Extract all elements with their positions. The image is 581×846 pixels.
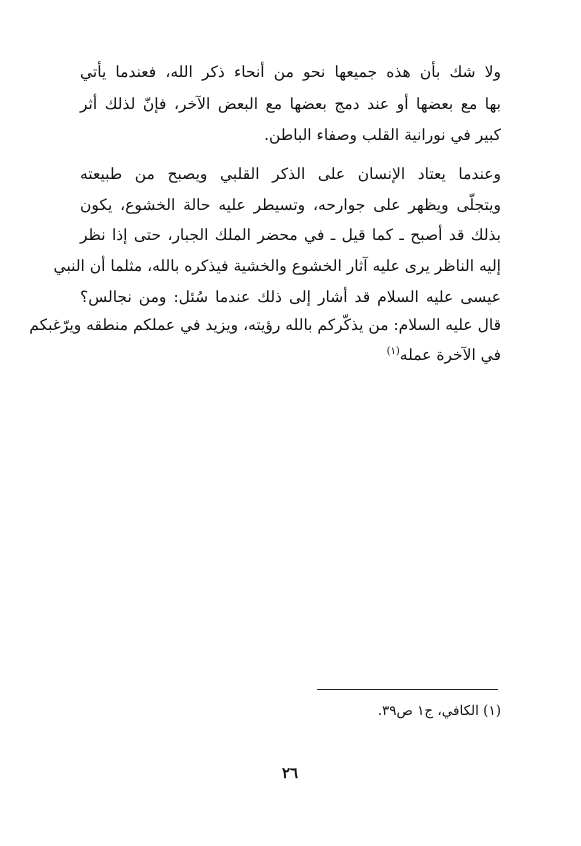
paragraph-2-line-3: بذلك قد أصبح ـ كما قيل ـ في محضر الملك الجبار، حتى إذا نظر: [80, 226, 501, 244]
paragraph-2-line-6: قال عليه السلام: من يذكّركم بالله رؤيته، ويزيد في عملكم منطقه ويرّغبكم: [29, 316, 501, 334]
footnote-separator: [317, 689, 498, 690]
paragraph-2-line-1: وعندما يعتاد الإنسان على الذكر القلبي ويصبح من طبيعته: [80, 165, 501, 183]
paragraph-1-line-3: كبير في نورانية القلب وصفاء الباطن.: [264, 126, 501, 144]
paragraph-2-line-7-text: في الآخرة عمله: [399, 346, 501, 364]
footnote-reference: (١): [386, 346, 400, 357]
paragraph-2-line-2: ويتجلّى ويظهر على جوارحه، وتسيطر عليه حالة الخشوع، يكون: [80, 196, 501, 214]
paragraph-2-line-7: [80, 342, 501, 365]
paragraph-2-line-5: عيسى عليه السلام قد أشار إلى ذلك عندما سُئل: ومن نجالس؟: [80, 288, 501, 306]
page-number: ٢٦: [281, 764, 299, 782]
paragraph-2-line-4: إليه الناظر يرى عليه آثار الخشوع والخشية فيذكره بالله، مثلما أن النبي: [53, 257, 501, 275]
paragraph-1-line-1: ولا شك بأن هذه جميعها نحو من أنحاء ذكر الله، فعندما يأتي: [80, 63, 501, 81]
footnote-text: (١) الكافي، ج١ ص٣٩.: [377, 703, 501, 719]
paragraph-1-line-2: بها مع بعضها أو عند دمج بعضها مع البعض الآخر، فإنّ لذلك أثر: [80, 95, 501, 113]
